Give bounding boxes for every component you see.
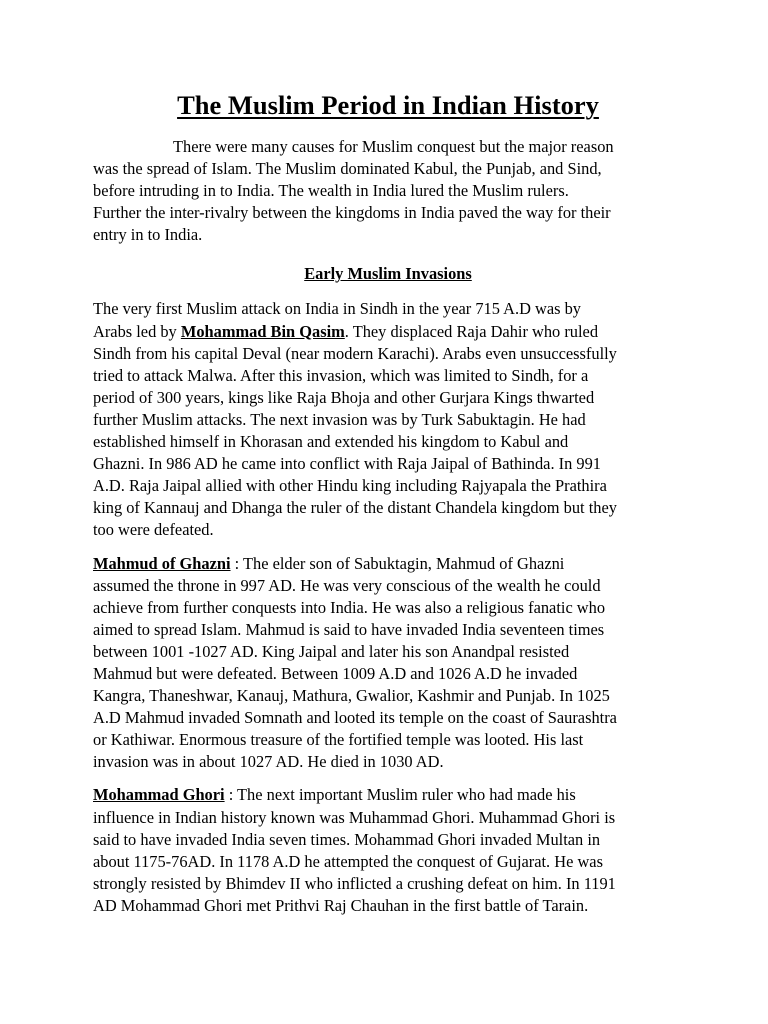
text-line: before intruding in to India. The wealth in India lured the Muslim rulers. (93, 181, 569, 201)
text-line (93, 784, 683, 806)
text-line: Ghazni. In 986 AD he came into conflict with Raja Jaipal of Bathinda. In 991 (93, 454, 601, 474)
text-line: aimed to spread Islam. Mahmud is said to have invaded India seventeen times (93, 619, 605, 639)
text-line: said to have invaded India seven times. Mohammad Ghori invaded Multan in (93, 829, 601, 849)
text-line: was the spread of Islam. The Muslim dominated Kabul, the Punjab, and Sind, (93, 159, 602, 179)
intro-paragraph (93, 136, 683, 246)
text-line: period of 300 years, kings like Raja Bhoja and other Gurjara Kings thwarted (93, 387, 595, 407)
text-line: assumed the throne in 997 AD. He was very conscious of the wealth he could (93, 575, 601, 595)
text-line: about 1175-76AD. In 1178 A.D he attempted the conquest of Gujarat. He was (93, 851, 603, 871)
text-line (93, 321, 683, 343)
page-title: The Muslim Period in Indian History (177, 90, 599, 120)
text-line: There were many causes for Muslim conquest but the major reason (173, 137, 614, 156)
text-line: entry in to India. (93, 225, 203, 245)
text-fragment: : The next important Muslim ruler who had made his (224, 785, 576, 805)
name-mohammad-bin-qasim: Mohammad Bin Qasim (180, 321, 345, 341)
text-line: established himself in Khorasan and extended his kingdom to Kabul and (93, 432, 569, 452)
text-line: between 1001 -1027 AD. King Jaipal and later his son Anandpal resisted (93, 641, 570, 661)
text-line (93, 553, 683, 575)
text-line: Sindh from his capital Deval (near modern Karachi). Arabs even unsuccessfully (93, 343, 617, 363)
name-mohammad-ghori: Mohammad Ghori (93, 785, 225, 805)
text-line: A.D. Raja Jaipal allied with other Hindu king including Rajyapala the Prathira (93, 476, 607, 496)
paragraph-mohammad-ghori (93, 784, 683, 917)
text-line: influence in Indian history known was Muhammad Ghori. Muhammad Ghori is (93, 807, 616, 827)
text-line: Kangra, Thaneshwar, Kanauj, Mathura, Gwalior, Kashmir and Punjab. In 1025 (93, 686, 610, 706)
text-line: or Kathiwar. Enormous treasure of the fortified temple was looted. His last (93, 730, 584, 750)
text-line: king of Kannauj and Dhanga the ruler of the distant Chandela kingdom but they (93, 498, 617, 518)
document-page (93, 88, 683, 917)
text-fragment: Arabs led by (93, 321, 181, 341)
text-line: further Muslim attacks. The next invasion was by Turk Sabuktagin. He had (93, 409, 586, 429)
text-line: too were defeated. (93, 520, 214, 540)
text-line: achieve from further conquests into India. He was also a religious fanatic who (93, 597, 606, 617)
text-line: The very first Muslim attack on India in Sindh in the year 715 A.D was by (93, 299, 581, 319)
text-fragment: : The elder son of Sabuktagin, Mahmud of Ghazni (230, 553, 565, 573)
text-line: Mahmud but were defeated. Between 1009 A.D and 1026 A.D he invaded (93, 663, 578, 683)
text-line: strongly resisted by Bhimdev II who inflicted a crushing defeat on him. In 1191 (93, 873, 616, 893)
text-line: Further the inter-rivalry between the kingdoms in India paved the way for their (93, 203, 611, 223)
text-line: A.D Mahmud invaded Somnath and looted its temple on the coast of Saurashtra (93, 708, 617, 728)
section-heading: Early Muslim Invasions (304, 264, 472, 284)
text-line: invasion was in about 1027 AD. He died in 1030 AD. (93, 752, 444, 772)
name-mahmud-of-ghazni: Mahmud of Ghazni (93, 553, 231, 573)
paragraph-mahmud-of-ghazni (93, 553, 683, 774)
text-line: AD Mohammad Ghori met Prithvi Raj Chauhan in the first battle of Tarain. (93, 895, 589, 915)
text-fragment: . They displaced Raja Dahir who ruled (344, 321, 599, 341)
text-line: tried to attack Malwa. After this invasion, which was limited to Sindh, for a (93, 365, 589, 385)
paragraph-early-invasions (93, 298, 683, 541)
